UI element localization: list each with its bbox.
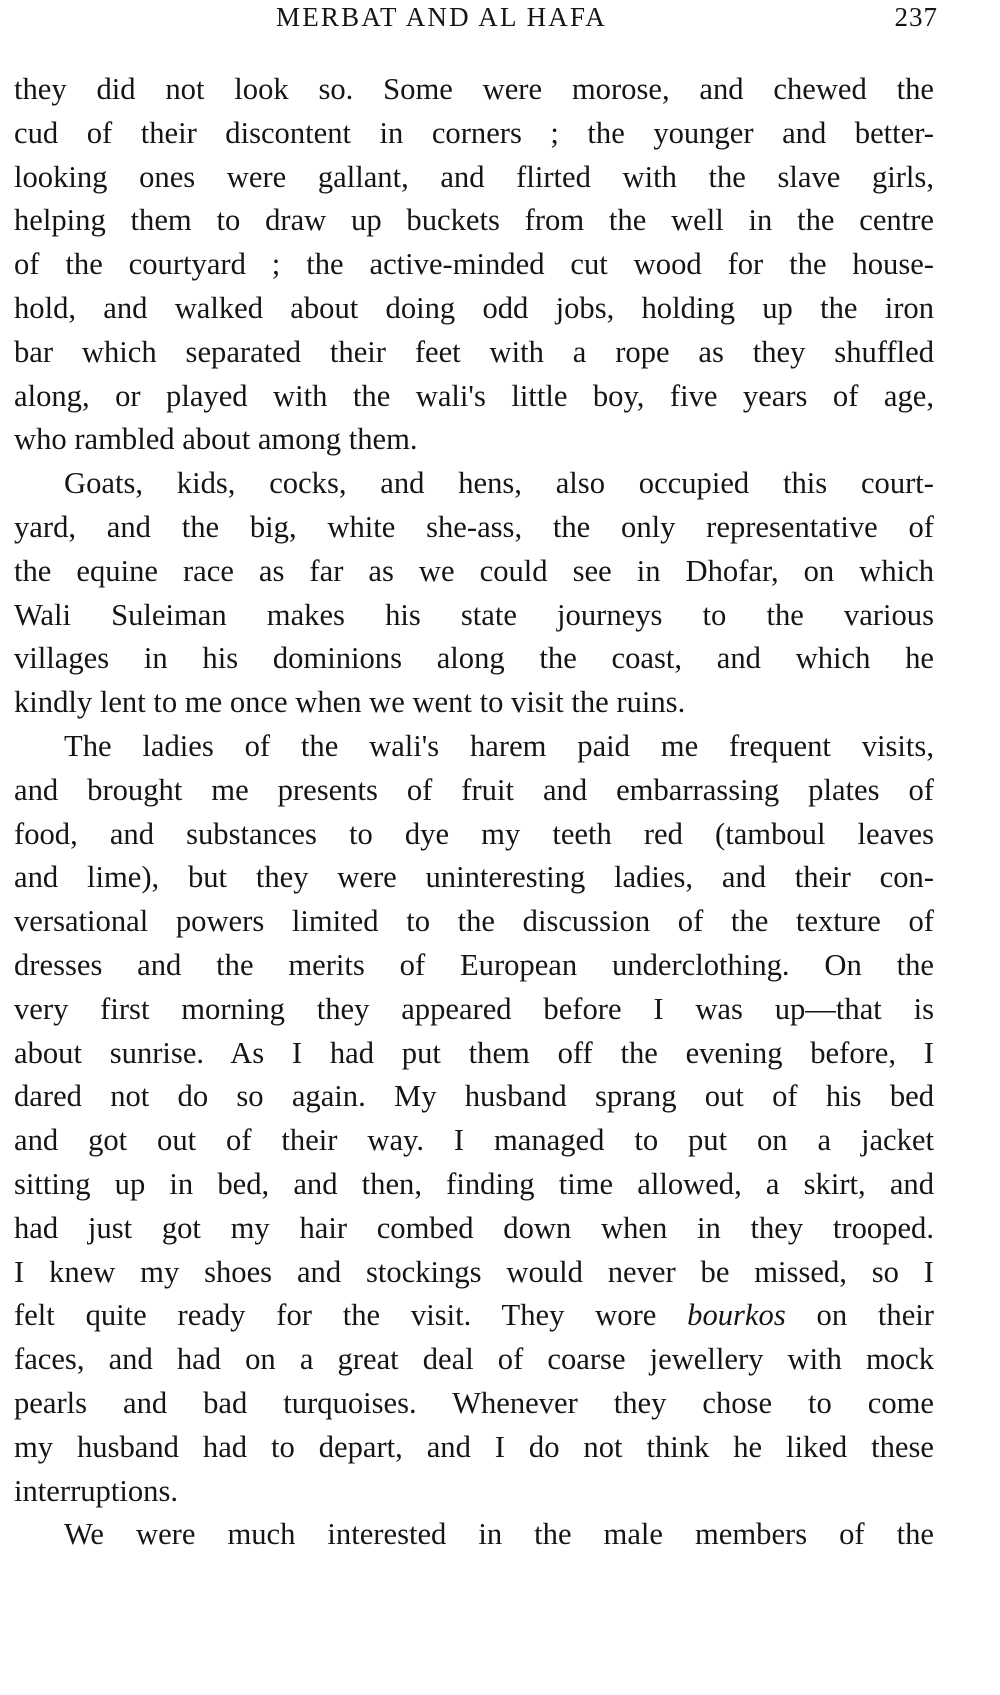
text-line: along, or played with the wali's little boy, five years of age, (14, 378, 934, 413)
text-line: We were much interested in the male members of the (64, 1517, 934, 1552)
text-line: and lime), but they were uninteresting ladies, and their con- (14, 860, 934, 895)
paragraph (14, 68, 934, 462)
text-line: villages in his dominions along the coast, and which he (14, 641, 934, 676)
text-line: and got out of their way. I managed to put on a jacket (14, 1123, 934, 1158)
text-line: Wali Suleiman makes his state journeys to the various (14, 597, 934, 632)
text-line: I knew my shoes and stockings would never be missed, so I (14, 1254, 934, 1289)
text-line: hold, and walked about doing odd jobs, holding up the iron (14, 290, 934, 325)
text-line: dresses and the merits of European underclothing. On the (14, 947, 934, 982)
text-line: had just got my hair combed down when in they trooped. (14, 1210, 934, 1245)
text-line: faces, and had on a great deal of coarse jewellery with mock (14, 1342, 934, 1377)
text-line: Goats, kids, cocks, and hens, also occupied this court- (64, 466, 934, 501)
text-line: they did not look so. Some were morose, and chewed the (14, 72, 934, 106)
paragraph (14, 725, 934, 1513)
text-line: interruptions. (14, 1473, 178, 1508)
text-line: looking ones were gallant, and flirted with the slave girls, (14, 159, 934, 194)
text-line: felt quite ready for the visit. They wore bourkos on their (14, 1298, 934, 1333)
text-line: The ladies of the wali's harem paid me frequent visits, (64, 728, 934, 763)
text-line: bar which separated their feet with a rope as they shuffled (14, 334, 934, 369)
running-head (14, 0, 938, 46)
paragraph (14, 462, 934, 725)
text-line: food, and substances to dye my teeth red (tamboul leaves (14, 816, 934, 851)
text-line: my husband had to depart, and I do not think he liked these (14, 1429, 934, 1464)
text-line: very first morning they appeared before I was up—that is (14, 991, 934, 1026)
text-line: sitting up in bed, and then, finding time allowed, a skirt, and (14, 1166, 934, 1201)
page-number: 237 (894, 2, 938, 32)
text-line: pearls and bad turquoises. Whenever they chose to come (14, 1385, 934, 1420)
text-line: kindly lent to me once when we went to visit the ruins. (14, 685, 686, 720)
text-line: about sunrise. As I had put them off the evening before, I (14, 1035, 934, 1070)
running-title: MERBAT AND AL HAFA (276, 2, 607, 32)
paragraph (14, 1513, 934, 1557)
text-line: the equine race as far as we could see in Dhofar, on which (14, 553, 934, 588)
body-text (14, 46, 934, 1557)
text-line: dared not do so again. My husband sprang out of his bed (14, 1079, 934, 1114)
text-line: of the courtyard ; the active-minded cut wood for the house- (14, 247, 934, 282)
text-line: cud of their discontent in corners ; the younger and better- (14, 115, 934, 150)
text-line: helping them to draw up buckets from the well in the centre (14, 203, 934, 238)
text-line: and brought me presents of fruit and embarrassing plates of (14, 772, 934, 807)
text-line: who rambled about among them. (14, 422, 418, 457)
text-line: versational powers limited to the discussion of the texture of (14, 904, 934, 939)
text-line: yard, and the big, white she-ass, the only representative of (14, 509, 934, 544)
